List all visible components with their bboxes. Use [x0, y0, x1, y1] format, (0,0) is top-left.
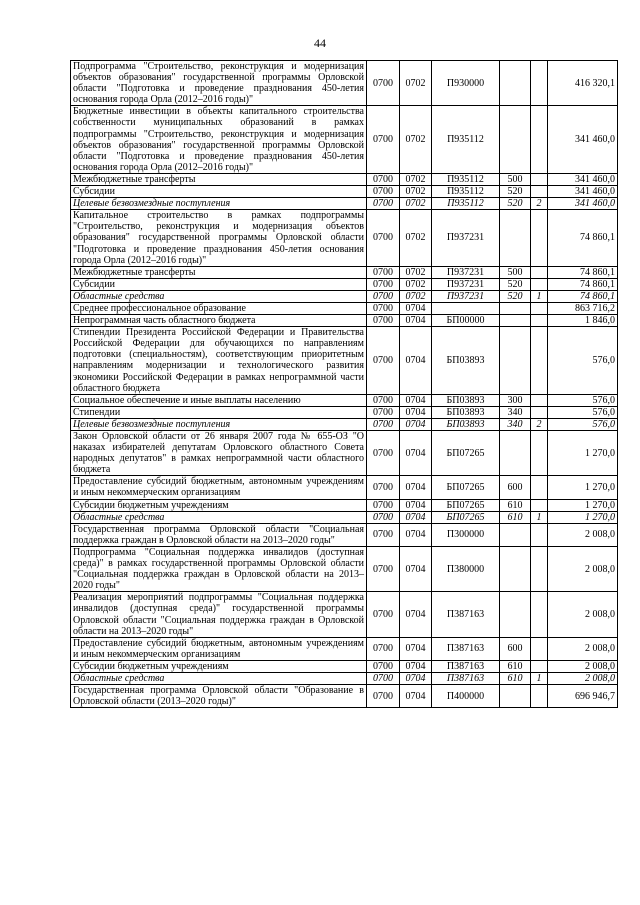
expense-type-code: 520	[500, 186, 531, 198]
table-row	[71, 660, 618, 672]
section-code: 0700	[367, 660, 400, 672]
expense-type-code: 340	[500, 418, 531, 430]
table-row	[71, 499, 618, 511]
funding-source-code	[531, 546, 548, 591]
expense-type-code: 500	[500, 173, 531, 185]
section-code: 0700	[367, 186, 400, 198]
subsection-code: 0702	[400, 266, 432, 278]
table-row	[71, 198, 618, 210]
table-row	[71, 266, 618, 278]
target-article-code: БП07265	[432, 499, 500, 511]
amount: 1 270,0	[548, 431, 618, 476]
table-row	[71, 302, 618, 314]
subsection-code: 0702	[400, 198, 432, 210]
target-article-code: БП03893	[432, 327, 500, 395]
section-code: 0700	[367, 592, 400, 637]
row-description: Межбюджетные трансферты	[71, 173, 367, 185]
row-description: Субсидии	[71, 278, 367, 290]
subsection-code: 0704	[400, 499, 432, 511]
subsection-code: 0702	[400, 278, 432, 290]
expense-type-code: 610	[500, 660, 531, 672]
target-article-code	[432, 302, 500, 314]
amount: 2 008,0	[548, 546, 618, 591]
table-row	[71, 173, 618, 185]
amount: 576,0	[548, 406, 618, 418]
table-row	[71, 523, 618, 546]
row-description: Межбюджетные трансферты	[71, 266, 367, 278]
table-row	[71, 290, 618, 302]
funding-source-code	[531, 660, 548, 672]
funding-source-code: 1	[531, 290, 548, 302]
expense-type-code: 600	[500, 637, 531, 660]
amount: 2 008,0	[548, 660, 618, 672]
table-row	[71, 210, 618, 266]
funding-source-code	[531, 476, 548, 499]
section-code: 0700	[367, 511, 400, 523]
target-article-code: БП03893	[432, 406, 500, 418]
expense-type-code	[500, 302, 531, 314]
table-row	[71, 592, 618, 637]
table-row	[71, 476, 618, 499]
target-article-code: БП07265	[432, 476, 500, 499]
row-description: Государственная программа Орловской области "Образование в Орловской области (2013–2020 годы)"	[71, 685, 367, 708]
amount: 1 270,0	[548, 476, 618, 499]
amount: 74 860,1	[548, 278, 618, 290]
target-article-code: П935112	[432, 106, 500, 174]
row-description: Областные средства	[71, 511, 367, 523]
section-code: 0700	[367, 406, 400, 418]
expense-type-code: 300	[500, 394, 531, 406]
target-article-code: П387163	[432, 672, 500, 684]
target-article-code: П380000	[432, 546, 500, 591]
row-description: Областные средства	[71, 290, 367, 302]
row-description: Областные средства	[71, 672, 367, 684]
funding-source-code: 2	[531, 418, 548, 430]
funding-source-code	[531, 173, 548, 185]
row-description: Предоставление субсидий бюджетным, автономным учреждениям и иным некоммерческим организациям	[71, 476, 367, 499]
funding-source-code	[531, 106, 548, 174]
amount: 74 860,1	[548, 266, 618, 278]
expense-type-code	[500, 210, 531, 266]
row-description: Социальное обеспечение и иные выплаты населению	[71, 394, 367, 406]
table-row	[71, 406, 618, 418]
funding-source-code	[531, 394, 548, 406]
amount: 341 460,0	[548, 186, 618, 198]
subsection-code: 0702	[400, 210, 432, 266]
amount: 576,0	[548, 418, 618, 430]
amount: 2 008,0	[548, 637, 618, 660]
amount: 416 320,1	[548, 61, 618, 106]
table-row	[71, 394, 618, 406]
funding-source-code	[531, 431, 548, 476]
subsection-code: 0704	[400, 685, 432, 708]
subsection-code: 0704	[400, 523, 432, 546]
subsection-code: 0704	[400, 418, 432, 430]
target-article-code: П935112	[432, 186, 500, 198]
section-code: 0700	[367, 418, 400, 430]
funding-source-code	[531, 278, 548, 290]
table-row	[71, 637, 618, 660]
section-code: 0700	[367, 431, 400, 476]
table-row	[71, 672, 618, 684]
expense-type-code	[500, 685, 531, 708]
target-article-code: П935112	[432, 198, 500, 210]
budget-table	[70, 60, 618, 708]
expense-type-code: 520	[500, 198, 531, 210]
subsection-code: 0704	[400, 406, 432, 418]
subsection-code: 0704	[400, 672, 432, 684]
section-code: 0700	[367, 499, 400, 511]
funding-source-code	[531, 637, 548, 660]
expense-type-code: 520	[500, 290, 531, 302]
page-number: 44	[314, 36, 326, 50]
amount: 341 460,0	[548, 173, 618, 185]
table-row	[71, 685, 618, 708]
section-code: 0700	[367, 106, 400, 174]
section-code: 0700	[367, 198, 400, 210]
target-article-code: П387163	[432, 660, 500, 672]
table-row	[71, 511, 618, 523]
section-code: 0700	[367, 173, 400, 185]
target-article-code: П937231	[432, 266, 500, 278]
funding-source-code	[531, 61, 548, 106]
subsection-code: 0702	[400, 61, 432, 106]
row-description: Непрограммная часть областного бюджета	[71, 315, 367, 327]
subsection-code: 0702	[400, 173, 432, 185]
funding-source-code	[531, 499, 548, 511]
amount: 576,0	[548, 394, 618, 406]
target-article-code: БП00000	[432, 315, 500, 327]
target-article-code: П387163	[432, 637, 500, 660]
funding-source-code	[531, 315, 548, 327]
target-article-code: П937231	[432, 210, 500, 266]
amount: 576,0	[548, 327, 618, 395]
table-row	[71, 315, 618, 327]
target-article-code: БП03893	[432, 418, 500, 430]
subsection-code: 0704	[400, 394, 432, 406]
row-description: Закон Орловской области от 26 января 2007 года № 655-ОЗ "О наказах избирателей депутатам Орловского областного Совета народных депутатов" в рамках непрограммной части областного бюджета	[71, 431, 367, 476]
table-row	[71, 186, 618, 198]
section-code: 0700	[367, 210, 400, 266]
section-code: 0700	[367, 476, 400, 499]
amount: 2 008,0	[548, 592, 618, 637]
section-code: 0700	[367, 315, 400, 327]
row-description: Подпрограмма "Строительство, реконструкция и модернизация объектов образования" государственной программы Орловской области "Подготовка и проведение празднования 450-летия основания города Орла (2012–2016 годы)"	[71, 61, 367, 106]
section-code: 0700	[367, 61, 400, 106]
amount: 341 460,0	[548, 106, 618, 174]
subsection-code: 0704	[400, 476, 432, 499]
subsection-code: 0702	[400, 186, 432, 198]
amount: 863 716,2	[548, 302, 618, 314]
table-row	[71, 327, 618, 395]
expense-type-code: 610	[500, 499, 531, 511]
subsection-code: 0704	[400, 660, 432, 672]
subsection-code: 0704	[400, 637, 432, 660]
funding-source-code	[531, 592, 548, 637]
amount: 341 460,0	[548, 198, 618, 210]
amount: 74 860,1	[548, 290, 618, 302]
amount: 74 860,1	[548, 210, 618, 266]
funding-source-code: 1	[531, 672, 548, 684]
amount: 2 008,0	[548, 523, 618, 546]
amount: 2 008,0	[548, 672, 618, 684]
subsection-code: 0704	[400, 302, 432, 314]
section-code: 0700	[367, 672, 400, 684]
row-description: Целевые безвозмездные поступления	[71, 418, 367, 430]
amount: 1 270,0	[548, 511, 618, 523]
row-description: Среднее профессиональное образование	[71, 302, 367, 314]
amount: 1 846,0	[548, 315, 618, 327]
expense-type-code: 600	[500, 476, 531, 499]
row-description: Подпрограмма "Социальная поддержка инвалидов (доступная среда)" в рамках государственной программы Орловской области "Социальная поддержка граждан в Орловской области на 2013–2020 годы"	[71, 546, 367, 591]
funding-source-code	[531, 210, 548, 266]
subsection-code: 0702	[400, 290, 432, 302]
row-description: Субсидии бюджетным учреждениям	[71, 660, 367, 672]
funding-source-code	[531, 186, 548, 198]
subsection-code: 0704	[400, 546, 432, 591]
section-code: 0700	[367, 290, 400, 302]
row-description: Субсидии	[71, 186, 367, 198]
expense-type-code	[500, 61, 531, 106]
funding-source-code	[531, 685, 548, 708]
expense-type-code: 520	[500, 278, 531, 290]
subsection-code: 0704	[400, 511, 432, 523]
expense-type-code	[500, 327, 531, 395]
subsection-code: 0704	[400, 592, 432, 637]
funding-source-code	[531, 406, 548, 418]
section-code: 0700	[367, 278, 400, 290]
funding-source-code	[531, 302, 548, 314]
target-article-code: П937231	[432, 290, 500, 302]
row-description: Субсидии бюджетным учреждениям	[71, 499, 367, 511]
expense-type-code	[500, 106, 531, 174]
section-code: 0700	[367, 523, 400, 546]
expense-type-code: 610	[500, 672, 531, 684]
subsection-code: 0704	[400, 431, 432, 476]
funding-source-code	[531, 266, 548, 278]
target-article-code: БП07265	[432, 511, 500, 523]
table-row	[71, 106, 618, 174]
expense-type-code: 340	[500, 406, 531, 418]
section-code: 0700	[367, 266, 400, 278]
table-row	[71, 418, 618, 430]
expense-type-code	[500, 431, 531, 476]
funding-source-code: 1	[531, 511, 548, 523]
target-article-code: П400000	[432, 685, 500, 708]
expense-type-code	[500, 315, 531, 327]
expense-type-code	[500, 546, 531, 591]
section-code: 0700	[367, 685, 400, 708]
row-description: Государственная программа Орловской области "Социальная поддержка граждан в Орловской области на 2013–2020 годы"	[71, 523, 367, 546]
target-article-code: БП07265	[432, 431, 500, 476]
funding-source-code: 2	[531, 198, 548, 210]
section-code: 0700	[367, 302, 400, 314]
amount: 696 946,7	[548, 685, 618, 708]
target-article-code: П300000	[432, 523, 500, 546]
section-code: 0700	[367, 637, 400, 660]
table-row	[71, 431, 618, 476]
table-row	[71, 546, 618, 591]
expense-type-code	[500, 523, 531, 546]
amount: 1 270,0	[548, 499, 618, 511]
row-description: Стипендии	[71, 406, 367, 418]
target-article-code: П930000	[432, 61, 500, 106]
row-description: Стипендии Президента Российской Федерации и Правительства Российской Федерации для обучающихся по направлениям подготовки (специальностям), соответствующим приоритетным направлениям модернизации и технологического развития экономики Российской Федерации в рамках непрограммной части областного бюджета	[71, 327, 367, 395]
funding-source-code	[531, 327, 548, 395]
expense-type-code: 610	[500, 511, 531, 523]
expense-type-code: 500	[500, 266, 531, 278]
target-article-code: П937231	[432, 278, 500, 290]
table-row	[71, 278, 618, 290]
row-description: Целевые безвозмездные поступления	[71, 198, 367, 210]
funding-source-code	[531, 523, 548, 546]
section-code: 0700	[367, 394, 400, 406]
section-code: 0700	[367, 546, 400, 591]
expense-type-code	[500, 592, 531, 637]
target-article-code: П935112	[432, 173, 500, 185]
row-description: Капитальное строительство в рамках подпрограммы "Строительство, реконструкция и модернизация объектов образования" государственной программы Орловской области "Подготовка и проведение празднования 450-летия основания города Орла (2012–2016 годы)"	[71, 210, 367, 266]
row-description: Реализация мероприятий подпрограммы "Социальная поддержка инвалидов (доступная среда)" государственной программы Орловской области "Социальная поддержка граждан в Орловской области на 2013–2020 годы"	[71, 592, 367, 637]
row-description: Предоставление субсидий бюджетным, автономным учреждениям и иным некоммерческим организациям	[71, 637, 367, 660]
section-code: 0700	[367, 327, 400, 395]
subsection-code: 0702	[400, 106, 432, 174]
target-article-code: П387163	[432, 592, 500, 637]
table-row	[71, 61, 618, 106]
row-description: Бюджетные инвестиции в объекты капитального строительства собственности муниципальных образований в рамках подпрограммы "Строительство, реконструкция и модернизация объектов образования" государственной программы Орловской области "Подготовка и проведение празднования 450-летия основания города Орла (2012–2016 годы)"	[71, 106, 367, 174]
target-article-code: БП03893	[432, 394, 500, 406]
subsection-code: 0704	[400, 327, 432, 395]
subsection-code: 0704	[400, 315, 432, 327]
